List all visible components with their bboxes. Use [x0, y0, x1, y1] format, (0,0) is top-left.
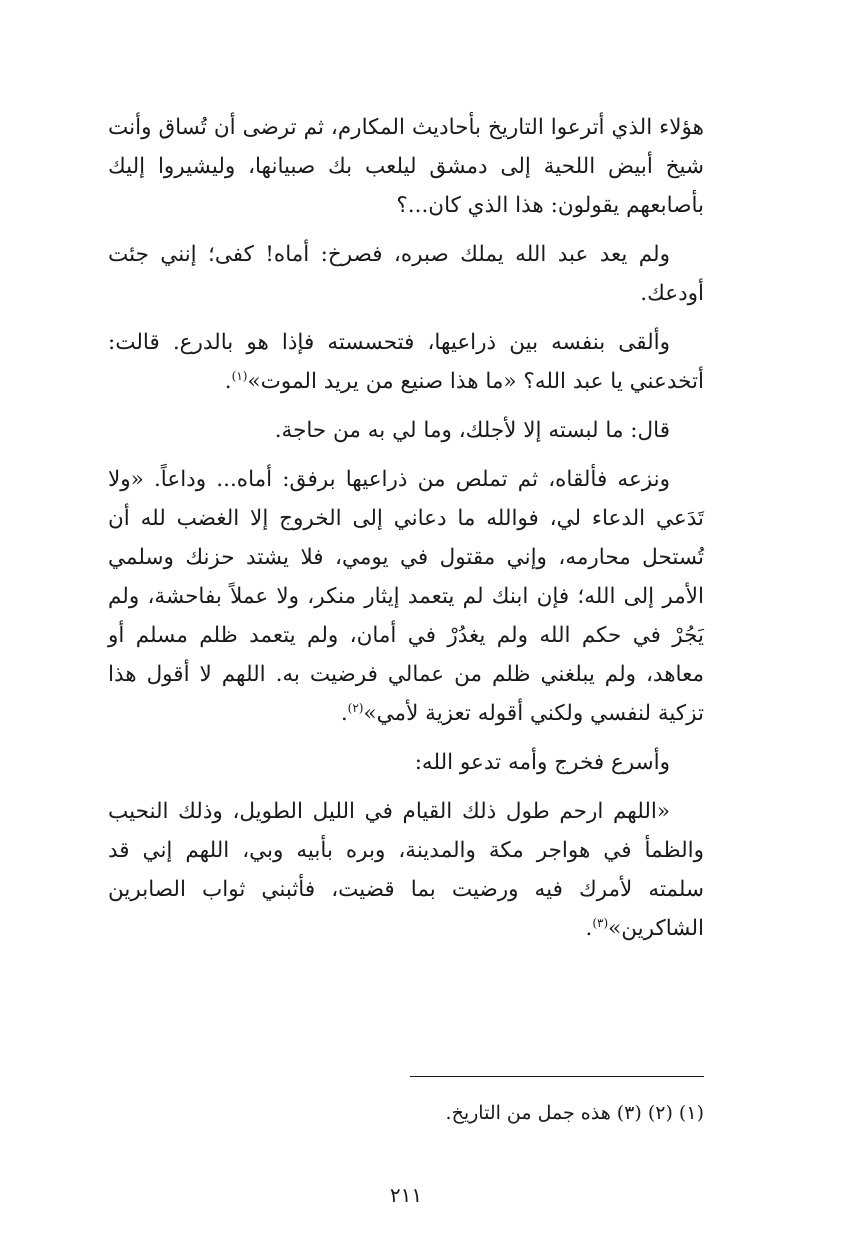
paragraph-4 — [108, 411, 704, 450]
paragraph-5-text: ونزعه فألقاه، ثم تملص من ذراعيها برفق: أماه... وداعاً. «ولا تَدَعي الدعاء لي، فوالله ما دعاني إلى الخروج إلا الغضب لله أن تُستحل محارمه، وإني مقتول في يومي، فلا يشتد حزنك وسلمي الأمر إلى الله؛ فإن ابنك لم يتعمد إيثار منكر، ولا عملاً بفاحشة، ولم يَجُرْ في حكم الله ولم يغدُرْ في أمان، ولم يتعمد ظلم مسلم أو معاهد، ولم يبلغني ظلم من عمالي فرضيت به. اللهم لا أقول هذا تزكية لنفسي ولكني أقوله تعزية لأمي» — [108, 467, 704, 726]
paragraph-2 — [108, 235, 704, 313]
footnote-ref-1: (١) — [231, 368, 248, 383]
paragraph-6-text: وأسرع فخرج وأمه تدعو الله: — [414, 750, 670, 775]
paragraph-6 — [108, 743, 704, 782]
paragraph-5: ونزعه فألقاه، ثم تملص من ذراعيها برفق: أماه... وداعاً. «ولا تَدَعي الدعاء لي، فوالله ما دعاني إلى الخروج إلا الغضب لله أن تُستحل محارمه، وإني مقتول في يومي، فلا يشتد حزنك وسلمي الأمر إلى الله؛ فإن ابنك لم يتعمد إيثار منكر، ولا عملاً بفاحشة، ولم يَجُرْ في حكم الله ولم يغدُرْ في أمان، ولم يتعمد ظلم مسلم أو معاهد، ولم يبلغني ظلم من عمالي فرضيت به. اللهم لا أقول هذا تزكية لنفسي ولكني أقوله تعزية لأمي»$^{(٢)}$. — [108, 467, 704, 726]
book-page — [108, 108, 704, 1238]
paragraph-7: «اللهم ارحم طول ذلك القيام في الليل الطويل، وذلك النحيب والظمأ في هواجر مكة والمدينة، وبره بأبيه وبي، اللهم إني قد سلمته لأمرك فيه ورضيت بما قضيت، فأثبني ثواب الصابرين الشاكرين»$^{(٣)}$. — [108, 799, 704, 941]
footnote-ref-3: (٣) — [592, 915, 609, 930]
page-number: ٢١١ — [389, 1183, 423, 1207]
paragraph-3: وألقى بنفسه بين ذراعيها، فتحسسته فإذا هو بالدرع. قالت: أتخدعني يا عبد الله؟ «ما هذا صنيع من يريد الموت»$^{(١)}$. — [108, 330, 704, 394]
footnote-divider — [410, 1076, 704, 1077]
paragraph-1 — [108, 108, 704, 225]
footnote-ref-2: (٢) — [347, 700, 364, 715]
paragraph-2-text: ولم يعد عبد الله يملك صبره، فصرخ: أماه! كفى؛ إنني جئت أودعك. — [108, 242, 704, 306]
paragraph-1-text: هؤلاء الذي أترعوا التاريخ بأحاديث المكارم، ثم ترضى أن تُساق وأنت شيخ أبيض اللحية إلى دمشق ليلعب بك صبيانها، وليشيروا إليك بأصابعهم يقولون: هذا الذي كان...؟ — [108, 115, 704, 218]
paragraph-7-text: «اللهم ارحم طول ذلك القيام في الليل الطويل، وذلك النحيب والظمأ في هواجر مكة والمدينة، وبره بأبيه وبي، اللهم إني قد سلمته لأمرك فيه ورضيت بما قضيت، فأثبني ثواب الصابرين الشاكرين» — [108, 799, 704, 941]
paragraph-3-text: وألقى بنفسه بين ذراعيها، فتحسسته فإذا هو بالدرع. قالت: أتخدعني يا عبد الله؟ «ما هذا صنيع من يريد الموت» — [108, 330, 704, 394]
paragraph-4-text: قال: ما لبسته إلا لأجلك، وما لي به من حاجة. — [274, 418, 670, 443]
footnote: (١) (٢) (٣) هذه جمل من التاريخ. — [445, 1102, 704, 1124]
